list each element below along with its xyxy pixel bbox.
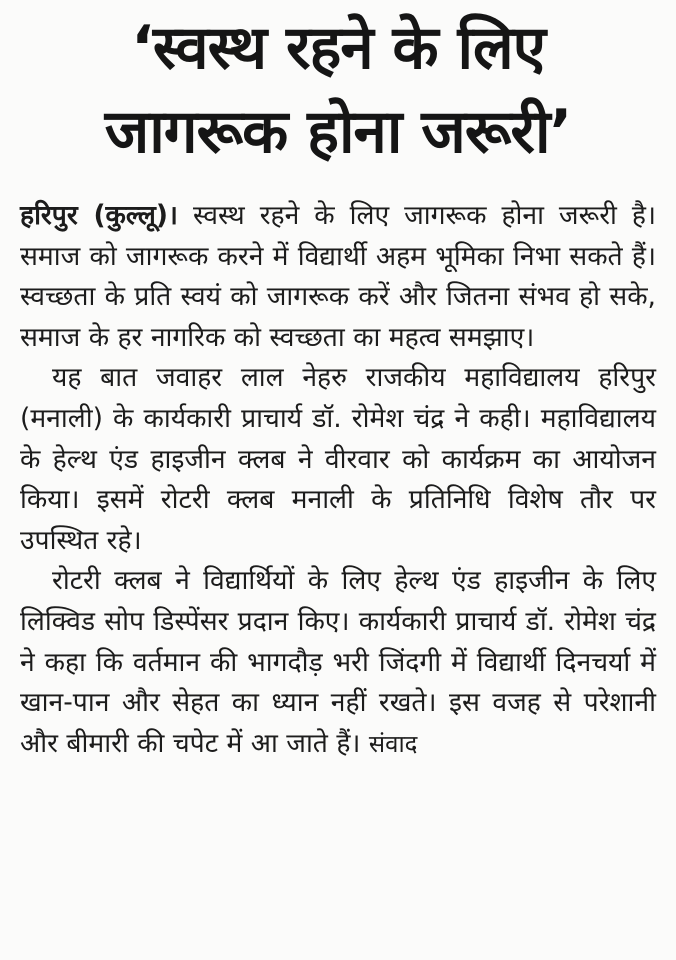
headline xyxy=(20,0,656,174)
paragraph-1-text: स्वस्थ रहने के लिए जागरूक होना जरूरी है। समाज को जागरूक करने में विद्यार्थी अहम भूमिका निभा सकते हैं। स्वच्छता के प्रति स्वयं को जागरूक करें और जितना संभव हो सके, समाज के हर नागरिक को स्वच्छता का महत्व समझाए। xyxy=(20,200,656,353)
article-body xyxy=(20,196,656,764)
paragraph-2-text: यह बात जवाहर लाल नेहरु राजकीय महाविद्यालय हरिपुर (मनाली) के कार्यकारी प्राचार्य डॉ. रोमेश चंद्र ने कही। महाविद्यालय के हेल्थ एंड हाइजीन क्लब ने वीरवार को कार्यक्रम का आयोजन किया। इसमें रोटरी क्लब मनाली के प्रतिनिधि विशेष तौर पर उपस्थित रहे। xyxy=(20,362,656,556)
headline-line-2: जागरूक होना जरूरी’ xyxy=(104,97,572,167)
article-paragraph-2 xyxy=(20,358,656,561)
paragraph-3-text: रोटरी क्लब ने विद्यार्थियों के लिए हेल्थ एंड हाइजीन के लिए लिक्विड सोप डिस्पेंसर प्रदान किए। कार्यकारी प्राचार्य डॉ. रोमेश चंद्र ने कहा कि वर्तमान की भागदौड़ भरी जिंदगी में विद्यार्थी दिनचर्या में खान-पान और सेहत का ध्यान नहीं रखते। इस वजह से परेशानी और बीमारी की चपेट में आ जाते हैं। xyxy=(20,565,656,759)
headline-line-1: ‘स्वस्थ रहने के लिए xyxy=(131,13,545,83)
byline: संवाद xyxy=(368,729,418,758)
article-paragraph-3 xyxy=(20,561,656,764)
dateline: हरिपुर (कुल्लू)। xyxy=(20,200,178,231)
article-paragraph-1 xyxy=(20,196,656,358)
